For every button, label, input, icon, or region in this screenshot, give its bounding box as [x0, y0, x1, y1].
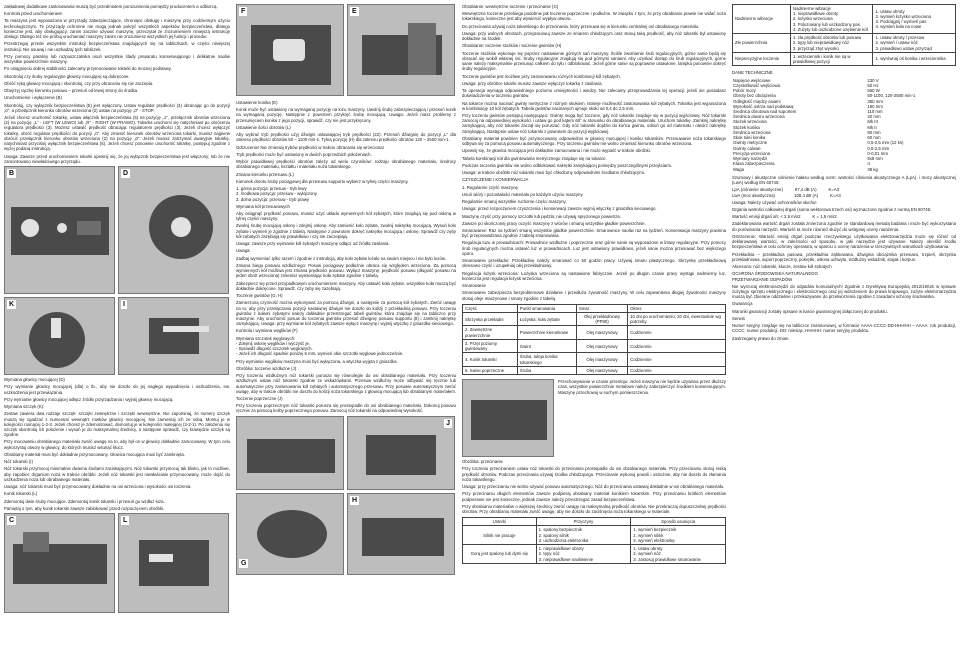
spec-value: Mk III [867, 119, 878, 125]
paragraph: Obrabiany materiał powinien być przymocowany odpowiednio w głowicy mocującej i koniku tokarskim. Przesuwanie noża tokarskiego odbywa się za pomocą posuwu automatycznego. Przy toczeniu gwintów nie wolno zmieniać kierunku obrotów wrzeciona. [462, 135, 726, 147]
paragraph: Uwaga: nóż tokarski musi być przymocowany dokładnie na osi wrzeciona i wysokości osi toczenia. [4, 484, 192, 490]
chuck-center-shape [171, 217, 191, 237]
speed-knob-shape [21, 219, 39, 237]
table-cell: Powierzchnie kierunkowe [517, 326, 576, 339]
photo-row-j [236, 416, 456, 490]
figure-label: G [241, 559, 247, 567]
paragraph: Nóż tokarski (I) [4, 459, 33, 465]
photo-row-1 [4, 166, 230, 294]
spec-value: 0,5-2,5 mm [867, 145, 890, 151]
table-row [733, 34, 956, 53]
paragraph: Jeżeli chcesz uruchomić tokarkę, ustaw włącznik bezpieczeństwa (5) na pozycję „1”, przełącznik obrotów wrzeciona (2) na pozycję „L” - LEFT (W LEWO) lub „R” - RIGHT (W PRAWO). Tokarka uruchomi się natychmiast po obróceniu regulatora prędkości (3). Możesz ustawić prędkość obracając regulatorem prędkości (3). Jeżeli chcesz wyłączyć tokarkę, obróć regulator prędkości do pozycji „0”. Aby zmienić kierunek obrotów wrzeciona tokarki, musisz najpierw obrócić przełącznik kierunku obrotów wrzeciona (2) na pozycję „0”. Jeżeli musisz zatrzymać awaryjnie tokarkę, natychmiast przyciśnij wyłącznik bezpieczeństwa (5). Jeżeli chcesz ponownie uruchomić tokarkę, postępuj zgodnie z wyżej podaną instrukcją. [4, 114, 230, 152]
paragraph: Ta maszyna jest wyposażona w przyrządy zabezpieczające, chroniące obsługę i maszynę przy codziennym użyciu technologicznym. Te przyrządy ochronne nie mogą jednak pokryć wszystkich aspektów bezpieczeństwa, dlatego konieczne jest, aby obsługujący, zanim zacznie używać maszynę, przeczytał ze zrozumieniem niniejszą instrukcję obsługi. Dlatego też nie próbuj uruchamiać maszyny zanim nie zrozumiesz wszystkich jej funkcji i procedur. [4, 18, 230, 40]
paragraph: Wewnętrzne toczenie przebiega podobnie jak toczenie poprzeczne i podłużne. W związku z tym, że przy obrabianiu prawie nie widać noża tokarskiego, konieczne jest aby wywiercić wypływ otworu. [462, 11, 726, 22]
paragraph: Przy wymianie węglików maszyna musi być wyłączona, a wtyczka wyjęta z gniazdka. [236, 358, 398, 364]
jaw-shape [51, 318, 61, 338]
paragraph: Obrabianie: wewnętrzne toczenie i przecinanie (G) [462, 4, 559, 9]
paragraph: Regulacja luzu w prowadnicach: Prowadnice wzdłużne i poprzeczne oraz górne sanie są wyposażone w listwy regulacyjne. Przy pomocy śrub regulacyjnych można ustawić luz w prowadnicach. Luz jest ustawiony prawidłowo, jeżeli sanie można przesuwać bez większego oporu. [462, 240, 726, 256]
paragraph: Do przecinania używaj noża tokarskiego do przecinania, który przesuwa się w kierunku centralnej osi obrabianego materiału. [462, 23, 700, 29]
table-header-row [463, 518, 726, 526]
spec-label: Klasa zabezpieczenia [733, 161, 775, 167]
paragraph: Smarowanie zabezpiecza bezproblemowe działanie i przedłuża żywotność maszyny. W celu zapewnienia długiej żywotności maszyny stosuj oleje maszynowe i smary zgodnie z tabelą. [462, 290, 726, 301]
workpiece-shape [247, 439, 335, 473]
table-cell: Olej maszynowy [576, 339, 627, 352]
table-row [463, 313, 726, 326]
table-header: Część [463, 304, 518, 312]
spec-value: II [867, 161, 870, 167]
paragraph: LwA (moc akustyczna) 108,4 dB (A) K=A3 [732, 192, 841, 198]
table-cell: 3. Przęt poziomy gwintowany [463, 339, 518, 352]
photo-lathe-parting [462, 379, 554, 457]
table-cell: Olej maszynowy [576, 366, 627, 374]
paragraph: Uwaga: przy obróbce tokarki musisz zawsze wyłączyć tokarkę z zasilania. [462, 80, 603, 86]
paragraph: Obróbka: toczenie wzdłużne (J) [236, 365, 297, 371]
table-cell: 2. Zewnętrzne powierzchnie [463, 326, 518, 339]
col1-captions [4, 377, 230, 402]
photo-f-brushes [236, 4, 344, 96]
paragraph: Warunki gwarancji zostały opisane w karcie gwarancyjnej dołączonej do produktu. [732, 308, 888, 314]
table-cell: 1. nieprawidłowe obroty 2. tępy nóż 3. nieprawidłowe naoliwienie [536, 545, 631, 564]
paragraph: Smarowanie przekładni: Przekładnię należy smarować co 50 godzin pracy. Używaj smaru plastycznego. Skrzynkę przekładniową okresowo czyść i uzupełniaj olej przekładniowy. [462, 258, 726, 269]
photo-d-chuck [118, 166, 229, 294]
photo-row-3 [4, 513, 230, 613]
paragraph: Ta operacja wymaga odpowiedniego poziomu umiejętności i wiedzy. Nie zalecamy przeprowadzania tej operacji, jeżeli nie posiadasz doświadczenia w toczeniu gwintów. [462, 88, 726, 99]
section-heading: PRZETWARZANIE ODPADÓW [732, 276, 793, 282]
paragraph: Przy toczeniu gwintów postępuj następująco: Gwinty mogą być toczone, gdy nóż tokarski znajduje się w pozycji wyjściowej. Nóż tokarski zamocuj na odpowiedniej wysokości i ustaw go pod kątem 60° w stosunku do obrabianego materiału. Uruchom tokarkę. Zamknij nakrętkę zamykającą, aby nóż tokarski zaczął się poruszać. Gdy nóż tokarski dojdzie do końca gwintu, odsuń go od materiału i otwórz nakrętkę zamykającą. Następnie ustaw nóż tokarski z powrotem do pozycji wyjściowej. [462, 112, 726, 134]
photo-row-gh [236, 493, 456, 575]
table-cell: Nieprecyzyjne toczenie [733, 52, 791, 65]
table-cell: Silnik nie pracuje [463, 526, 537, 545]
spec-label: Częstotliwość wejściowa [733, 82, 781, 88]
table-cell: 1. wymień bezpiecznik 2. wymień silnik 3. wymień elektronikę [631, 526, 726, 545]
paragraph: Usuń wióry i pozostałości materiału po każdym użyciu maszyny. [462, 191, 584, 197]
paragraph: Regulacja łożysk wrzeciona: Łożyska wrzeciona są nastawione fabrycznie. Jeżeli po długim czasie pracy wystąpi nadmierny luz, konieczna jest regulacja łożysk wrzeciona. [462, 270, 726, 281]
photo-row-2 [4, 297, 230, 375]
spec-label: Skok tulei konika [733, 135, 766, 141]
paragraph: Uwaga: zawsze przy wymianie kół zębatych maszynę odłącz od źródła zasilania. [236, 241, 390, 247]
photo-i-tool-post [118, 297, 229, 375]
spec-label: Średnica wrzeciona [733, 129, 771, 135]
figure-label: H [352, 496, 358, 504]
spec-label: Średnica otworu wrzeciona [733, 114, 785, 120]
figure-label: B [9, 170, 15, 178]
spec-label: Gwinty metryczne [733, 140, 768, 146]
paragraph: Zmiana kierunku przesuwu (L) [236, 171, 294, 177]
paragraph: Obrabianie: toczenie stożków i toczenie gwintów (H) [462, 43, 562, 49]
caption: Przy wymianie głowicy mocującej odłącz źródło przyrządzania i wyjmij głowicę mocującą. [4, 396, 174, 402]
paragraph: Kontrola i wymiana węglików (F) [236, 328, 298, 334]
list-item: 1. Regularnie czyść maszynę. [462, 184, 520, 190]
paragraph: Akcesoria: nóż tokarski, klucze, zestaw kół zębatych [732, 264, 832, 270]
spec-label: Wymiary narzędzi [733, 156, 768, 162]
paragraph: Odrzucenie! Nie zmieniaj trybów prędkości w trakcie obracania się wrzeciona! [236, 144, 384, 150]
column-4 [732, 4, 956, 662]
paragraph: Toczenie poprzeczne (J) [236, 396, 283, 402]
headstock-shape [23, 532, 49, 552]
paragraph: Zmiana biegu posuwu wzdłużnego: Posuw pociągowy podłużnie obraca się względem wrzeciona. Za pomocą wymiennych kół możliwa jest zmiana prędkości posuwu. Wyłącz maszynę: prędkość posuwu (długość posuwu na jeden obrót wrzeciona) zmienisz wymieniając koła zębate zgodnie z tabelą. [236, 262, 456, 279]
list-item: 2. środkowa pozycja: przesuw - wyłączony [236, 191, 317, 197]
paragraph: Przestrzegaj przede wszystkim instrukcji bezpieczeństwa znajdujących się na tabliczkach, w części niniejszej instrukcji. Nie usuwaj i nie uszkadzaj tych tabliczek. [4, 41, 230, 52]
paragraph: Konik może być ustawiony na wymaganą pozycję na łożu maszyny. Uwolnij śrubę zabezpieczającą i przesuń konik na wymaganą pozycję. Następnie z powrotem przykręć śrubę mocującą. Uwaga: Jeżeli masz problemy z przesunięciem konika z jego pozycji, sprawdź, czy nie jest przykręcony. [236, 107, 456, 123]
specs-table [732, 78, 956, 172]
specs-title: DANE TECHNICZNE [732, 70, 773, 76]
table-cell: Skrzynka przekładni [463, 313, 518, 326]
paragraph: Uwaga: przy wolnych obrotach, przepracowuj zawsze ze smarem chłodzącym oraz stosuj taką prędkość, aby nóż tokarski był ustawiony dokładnie na środek. [462, 30, 726, 42]
paragraph: Zdemontuj dwie śruby mocujące. Zdemontuj konik tokarski i przesuń go wzdłuż łoża. [4, 498, 165, 504]
spec-value: 8x8 mm [867, 156, 883, 162]
spec-value: 50-1100, 120-2500 min-1 [867, 93, 916, 99]
column-3 [462, 4, 726, 662]
paragraph: Przy przecinaniu długich elementów zawsze podpieraj obrabiany materiał konikiem tokarskim. Przy przecinaniu krótkich elementów podpieranie nie jest konieczne, jednak zawsze należy przestrzegać zasad bezpieczeństwa. [462, 491, 726, 502]
table-cell: 5. Sanie poprzeczne [463, 366, 518, 374]
paragraph: Ostrzeżenie: Wartość emisji drgań podczas rzeczywistego użytkowania elektronarzędzia może się różnić od deklarowanej wartości, w zależności od sposobu, w jaki narzędzie jest używane. Należy określić środki bezpieczeństwa w celu ochrony operatora, w oparciu o ocenę narażenia w rzeczywistych warunkach użytkowania. [732, 233, 956, 250]
paragraph: Przekładnia – przekładnia pasowa, przekładnia ząbkowana, dźwignia obciążnika przesuwu, trzpień, skrzynka przekładniowa, suport poprzeczny, pokrętło, osłona uchwytu, wzdłużny wskaźnik, stojak i korpus. [732, 251, 956, 262]
paragraph: Na tokarce można nacinać gwinty metryczne z różnym skokiem. Istnieje możliwość zastosowania kół zębatych. Tokarka jest wyposażona w kombinację 10 kół zębatych. Tabela gwintów nacinanych ujmuje skoki od 0,4 do 2,5 mm. [462, 100, 726, 111]
table-cell: 1. wrzeciennik i konik nie są w prawidłowej pozycji [790, 52, 873, 65]
photo-j-turning [236, 416, 344, 490]
list-item: Wymiana szczotek węglowych: [236, 335, 296, 341]
table-cell: Złe powierzchnia [733, 34, 791, 53]
table-cell: Olej maszynowy [576, 353, 627, 366]
table-row [463, 545, 726, 564]
quill-shape [149, 554, 173, 562]
table-row [463, 326, 726, 339]
table-row [463, 366, 726, 374]
col1-intro [4, 4, 230, 164]
compound-slide-shape [362, 518, 444, 556]
paragraph: Obróbka: przecinanie [462, 459, 503, 465]
paragraph: Pamiętaj o tym, aby konik tokarski zawsze zablokować przed rozpoczęciem obróbki. [4, 505, 165, 511]
paragraph: Obróć ręką głowicę mocującą i skontroluj, czy przy obracaniu się nie zaczepia. [4, 80, 154, 86]
section-heading: OCHRONA ŚRODOWISKA NATURALNEGO [732, 271, 818, 277]
spec-label: Średnica obrotowa nad suportem [733, 108, 797, 114]
paragraph: Przy toczeniu poprzecznym nóż tokarski porusza się prostopadle do osi obrabianego materiału. Dokonuj posuwu ręcznie za pomocą korby poprzecznego posuwu. Zamocuj nóż tokarski na odpowiednią wysokość. [236, 403, 456, 414]
table-cell: Nadmierne wibracje [733, 5, 791, 34]
paragraph: Przy obrabianiu materiałów o większej średnicy zwróć uwagę na maksymalną prędkość obrotów. Nie przekraczaj dopuszczalnej prędkości obrotów. Przy obrabianiu materiału zwróć uwagę, aby nie doszło do zaciśnięcia noża tokarskiego w materiale. [462, 503, 726, 514]
list-item: 1. górna pozycja: przesuw - tryb lewy [236, 186, 307, 192]
paragraph: Zamierzoną czynność można wykonywać za pomocą dźwigni, a następnie za pomocą kół zębatych. Zwróć uwagę na to, aby przy przełączaniu pozycji nastawnej dźwigni nie doszło do kolizji z przekładnią posuwu. Przy toczeniu gwintów z kołami zębatymi należy dokładnie przestrzegać tabeli gwintów, która znajduje się na tabliczce przy maszynie. Aby uruchomić posuw do toczenia gwintów przesuń dźwignię posuwu supportu (8) i zamknij nakrętkę zamykającą. Uwaga: przy wymianie kół zębatych zawsze wyłącz maszynę i wyjmij wtyczkę z gniazdka sieciowego. [236, 300, 456, 327]
paragraph: Tryb prędkości może być ustawiony w dwóch poprzednich położeniach. [236, 151, 372, 157]
spec-value: 0-0,01 mm [867, 150, 888, 156]
paragraph: Uwaga: Zawsze przed uruchomieniem tokarki upewnij się, że jej wyłącznik bezpieczeństwa jest włączony; lub że nie zamontowano niewłaściwego przyrządu. [4, 153, 230, 164]
paragraph: Zabezpiecz się przed przypadkowym uruchomieniem maszyny. Aby ustawić koła zębate, wszystkie koła muszą być dokładnie dokręcone. Sprawdź, czy zęby się zazębiają. [236, 280, 456, 291]
column-2 [236, 4, 456, 662]
section-heading: Serwis [732, 315, 745, 321]
figure-label: J [446, 419, 450, 427]
paragraph: Wymiana szczęk (K): [4, 404, 45, 410]
paragraph: Przy toczeniu przecinaniem ustaw nóż tokarski do przecinania prostopadle do osi obrabianego materiału. Przy przecinaniu stosuj niską prędkość obrotów. Podczas przecinania używaj środka chłodzącego. Przecinanie wykonuj powoli i ostrożnie, aby nie doszło do złamania noża tokarskiego. [462, 466, 726, 482]
table-header: Okres [628, 304, 726, 312]
paragraph: Szumowy i akustyczne ciśnienie hałasu według norm: wartości ciśnienia akustycznego A (LpA), i mocy akustycznej (LwA) według EN 60745: [732, 174, 956, 186]
paragraph: Obejrzyj rączkę kierunku posuwu – przesuń od lewej strony do środka. [4, 88, 139, 94]
table-cell: Śruba [517, 366, 576, 374]
spec-label: Stożek konika [733, 124, 760, 130]
table-cell: Łożyska; koła zębate [517, 313, 576, 326]
spec-value: 110 mm [867, 108, 883, 114]
paragraph: Ustawienie konika (E) [236, 100, 278, 105]
paragraph: Kierunek obrotu śruby pociągowej dla przesuwu supportu wybierz w tylnej części maszyny. [236, 178, 409, 184]
paragraph: Zestaw zawiera dwa rodzaje szczęk: szczęki zewnętrzne i szczęki wewnętrzne. Nie zapominaj, że numery szczęk muszą się zgadzać z numerami wewnątrz rowków głowicy mocującej. Nie zamieniaj ich ze sobą. Montuj je w kolejności rosnącej 1-2-3. Jeżeli chcesz je zdemontować, demontuj je w kolejności malejącej (3-2-1). Po założeniu się szczęk skontroluj ich położenie i wysuń je do maksymalnej średnicy, a następnie sprawdź, czy krawędzie szczęk są zgodne. [4, 411, 230, 438]
paragraph: Maszynę czyść przy pomocy szczotki lub pędzla; nie używaj sprężonego powietrza. [462, 213, 621, 219]
paragraph: Uwaga: Należy używać ochronników słuchu! [732, 199, 817, 205]
table-cell: Gwint [517, 339, 576, 352]
paragraph: Upewnij się, że głowica mocująca jest dokładnie zamocowana i nie może wypaść w trakcie obróbki. [462, 148, 651, 154]
carriage-shape [366, 435, 436, 475]
table-cell: 1. ustaw obroty 2. wymień łożysko wrzeciona 3. Podciągnij / wymień pas 4. wymień koła na nowe [873, 5, 956, 34]
paragraph: Wartość emisji drgań ah: < 2,5 m/s2 K = 1,5 m/s2 [732, 214, 837, 220]
spec-value: 38 kg [867, 166, 878, 172]
caption: Wymiana głowicy mocującej (D) [4, 377, 65, 383]
figure-label: I [123, 301, 125, 309]
table-cell: Olej maszynowy [576, 326, 627, 339]
table-cell: Śruba, tuleja konika tokarskiego [517, 353, 576, 366]
spec-value: 550 W [867, 88, 880, 94]
table-cell: 1. zła prędkość obrotów lub posuwu 2. tępy lub nieprawidłowy nóż 3. przyrząd zbyt wysoko [790, 34, 873, 53]
spec-label: Obroty bez obciążenia [733, 93, 776, 99]
tailstock-shape [139, 540, 209, 586]
table-cell: Codziennie [628, 353, 726, 366]
table-row [463, 353, 726, 366]
lubrication-table [462, 304, 726, 375]
spec-label: Odległość między osiami [733, 98, 781, 104]
section-heading: Gwarancja [732, 301, 753, 307]
table-cell: Nadmierne wibracje 1. nieprawidłowe obroty 2. łożysko wrzeciona 3. Poluzowany lub uszkodzony pas. 4. Zużyty lub uszkodzone uzębienie kół [790, 5, 873, 34]
figure-label: L [123, 517, 128, 525]
col2-body-a [236, 100, 456, 414]
paragraph: Konik tokarski (L) [4, 491, 38, 497]
section-heading: CZYSZCZENIE I KONSERWACJA [462, 177, 529, 183]
paragraph: Toczenie stożków wykonuje się poprzez nastawienie górnych sań maszyny. Ściśle zwolnienie śrub regulacyjnych, górne sanie będą się obracać się wokół własnej osi. Śruby regulacyjne znajdują się pod górnymi saniami. Aby uzyskać dostęp do śrub regulacyjnych, górne sanie należy maksymalnie przesunąć całkiem do tyłu i odblokować. Jeżeli górne sanie są poprawnie ustawione, lampka ponownie dokręć śruby regulacyjne. [462, 50, 726, 72]
spec-value: 20 mm [867, 114, 881, 120]
troubleshooting-table [462, 517, 726, 564]
list-item: 3. dolna pozycja: przesuw - tryb prawy [236, 196, 310, 202]
figure-label: D [123, 170, 129, 178]
paragraph: Zadeklarowana wartość drgań została zmierzona zgodnie ze standardową metodą badania i może być wykorzystana do porównania narzędzi. Wartość ta może również służyć do wstępnej oceny narażenia. [732, 221, 956, 232]
paragraph: Przy pomocy paraliny lub rozpuszczalnika usuń wszystkie ślady preparatu konserwującego i delikatnie naoliw wszystkie powierzchnie maszyny. [4, 53, 230, 65]
table-header-row [463, 304, 726, 312]
cover-shape [273, 39, 305, 61]
paragraph: - Jeżeli ich długość spadnie poniżej 6 mm, wymień obie szczotki węglowe jednocześnie. [236, 351, 404, 357]
spec-value: 180 mm [867, 103, 883, 109]
col3-body-c [462, 459, 726, 514]
tool-bit-shape [163, 326, 209, 332]
col1-body2 [4, 404, 230, 511]
spec-value: 80 mm [867, 129, 881, 135]
spec-label: Napięcie wejściowe [733, 77, 771, 83]
paragraph: Kontrola przed uruchomieniem [4, 11, 63, 17]
paragraph: Tabela kombinacji kół dla gwintowania metrycznego znajduje się na tokarce. [462, 155, 607, 161]
table-header: Smar [576, 304, 627, 312]
paragraph: Ustawienie ilości obrotów (L) [236, 124, 291, 130]
figure-label: F [241, 8, 246, 15]
paragraph: Uwaga: przed rozpoczęciem czyszczenia i konserwacji zawsze wyjmij wtyczkę z gniazdka sieciowego. [462, 206, 657, 212]
paragraph: Uruchomienie i wyłączenie (B) [4, 95, 62, 101]
list-item: - Sprawdź długość szczotek węglowych. [236, 346, 313, 352]
paragraph: Zwolnij śrubę mocującą osłony i zdejmij osłonę. Aby zamienić koło zębate, zwolnij nakrętkę mocującą. Wysuń koło zębate i wymień je zgodnie z tabelą. Następnie z powrotem dokręć nakrętkę mocującą i osłonę. Sprawdź czy zęby kół zębatych zazębiają się prawidłowo i czy nie zaczepiają. [236, 223, 456, 239]
chuck-inner-shape [257, 510, 327, 558]
table-cell: 1. ustaw obroty 2. wymień nóż 3. zastosuj prawidłowe smarowanie [631, 545, 726, 564]
photo-c-lathe-side [4, 513, 115, 613]
list-item: - Zdejmij osłonę węglików i wyczyść je. [236, 340, 311, 346]
paragraph: zakładowej dodatkowe zastosowania muszą być przedmiotem porozumienia pomiędzy producentem a odbiorcą. [4, 4, 218, 9]
table-row [733, 5, 956, 34]
section-heading: Smarowanie [462, 283, 486, 289]
table-cell: 10 dni po uruchomieniu; 20 dni, ewentualnie wg potrzeby [628, 313, 726, 326]
caption: Przy wymianie głowicy mocującej (dla) o tb., aby nie doszło do jej nagłego wypadnięcia i uszkodzenia, ew. uszkodzenia jest przewiązania. [4, 384, 230, 395]
col4-body [732, 175, 956, 341]
paragraph: Po osiągnięciu dobrej stabilności zalecamy przymocowanie tokarki do mocnej podstawy. [4, 66, 172, 72]
paragraph: Zadbaj wymieniać tylko razem i zgodnie z instrukcją, aby koło zębate leżało na swoim miejscu i nie było luzów. [236, 255, 446, 261]
table-row [463, 339, 726, 352]
table-cell: 1. wyrównaj oś konika i wrzeciennika [873, 52, 956, 65]
spec-value: 350 mm [867, 98, 883, 104]
paragraph: Nóż tokarski przymocuj minimalnie dwiema śrubami zaciskającymi. Nóż tokarski przymocuj tak blisko, jak to możliwe, aby zapobiec drganiom noża w trakcie obróbki. Jeżeli nóż tokarski jest niewłaściwie przymocowany, może dojść do uszkodzenia noża lub obrabianego materiału. [4, 466, 230, 482]
paragraph: Skontroluj czy śruby regulacyjne głowicy mocującej są dokręcone. [4, 73, 130, 79]
figure-label: E [352, 8, 357, 15]
photo-g-inner-turning [236, 493, 344, 575]
table-cell: Codziennie [628, 339, 726, 352]
paragraph: Przy toczeniu wzdłużnym nóż tokarski porusza się równolegle do osi obrabianego materiału. Przy toczeniu wzdłużnym ustaw nóż tokarski zgodnie ze wskazówkami. Przesuw wzdłużny może odbywać się ręcznie lub automatycznie przy zastosowaniu kół zębatych i automatycznego przesuwu. Przy posuwie automatycznym zwróć uwagę, aby w trakcie obróbki nie doszło do kolizji noża tokarskiego z głowicą mocującą lub obrabianym materiałem. [236, 373, 456, 394]
table-row [463, 526, 726, 545]
paragraph: LpA (ciśnienie akustyczne) 97,4 dB (A) K=A3 [732, 187, 840, 193]
table-cell: Olej przekładniowy (PP80) [576, 313, 627, 326]
photo-j-cross [347, 416, 455, 490]
paragraph: Aby wybrać tryb prędkości użyj dźwigni ustawiającej tryb prędkości (22). Przesuń dźwignię do pozycji „L” dla zakresu prędkości obrotów 50 – 1100 min-1. Tylną pozycję (H) dla zakresu prędkości obrotów 120 – 2500 min-1. [236, 132, 456, 143]
photo-row-fe [236, 4, 456, 96]
spec-value: 50 Hz [867, 82, 879, 88]
paragraph: Podczas toczenia gwintów nie wolno odblokować nakrętki zamykającej pomiędzy poszczególnymi przejściami. [462, 162, 672, 168]
photo-b-control-panel [4, 166, 115, 294]
table-header: Usterki [463, 518, 537, 526]
paragraph: Przechowywanie w czasie przestoju: Jeżeli maszyna nie będzie używana przez dłuższy czas, wszystkie powierzchnie metalowe należy zabezpieczyć środkiem konserwującym. Maszynę przechowuj w suchym pomieszczeniu. [558, 379, 726, 395]
paragraph: Uwaga: w trakcie obróbki nóż tokarski musi być chłodzony odpowiednimi środkami chłodzącymi. [462, 170, 645, 176]
table-row [733, 52, 956, 65]
photo-h-taper [347, 493, 455, 575]
button-shape [77, 221, 101, 235]
paragraph: Regularnie smaruj wszystkie ruchome części maszyny. [462, 199, 567, 205]
paragraph: Wymiana kół przesuwowych [236, 203, 290, 209]
figure-label: K [9, 301, 15, 309]
table-row [732, 167, 956, 172]
handwheel-shape [408, 23, 436, 75]
spec-label: Stożek wrzeciona [733, 119, 767, 125]
spec-value: 60 mm [867, 135, 881, 141]
spec-label: Precyzja wrzeciona [733, 150, 771, 156]
paragraph: Toczenie gwintów (G, H) [236, 293, 283, 299]
spec-value: 0,5-2,5 mm (12 ks) [867, 140, 904, 146]
paragraph: Smarowanie: Raz na tydzień smaruj wszystkie gładkie powierzchnie. Smarownice naoliw raz na tydzień. Konserwacja maszyny powinna być przeprowadzana zgodnie z tabelą smarowania. [462, 227, 726, 239]
table-cell: 1. spalony bezpiecznik 2. spalony silnik 3. uszkodzona elektronika [536, 526, 631, 545]
spec-label: Gwinty calowe [733, 145, 761, 151]
table-cell: Gorą jest spalony lub dymi się [463, 545, 537, 564]
paragraph: Uwaga: przy przecinaniu nie wolno używać posuwu automatycznego. Nóż do przecinania ustawiaj dokładnie w osi obrabianego materiału. [462, 484, 725, 490]
paragraph: Drgania wartości całkowitej drgań (suma wektorowa trzech osi) wyznaczone zgodnie z normą EN 60745: [732, 206, 932, 212]
table-cell: Codziennie [628, 366, 726, 374]
troubleshooting-table-continued [732, 4, 956, 66]
figure-label: C [9, 517, 15, 525]
paragraph: Uwaga: [236, 248, 251, 254]
paragraph: Aby osiągnąć prędkość posuwu, musisz użyć układu wymiennych kół zębatych, które znajdują się pod osłoną w tylnej części maszyny. [236, 210, 456, 222]
table-cell: Codziennie [628, 326, 726, 339]
spec-value: Mk II [867, 124, 877, 130]
col3-body-b [558, 379, 726, 457]
paragraph: Nie wyrzucaj elektronarzędzi do odpadów komunalnych! Zgodnie z Dyrektywą Europejską 2012/19/UE w sprawie zużytego sprzętu elektrycznego i elektronicznego oraz jej wdrożeniem do prawa krajowego, zużyte elektronarzędzia muszą być zbierane oddzielnie i przekazywane do przetworzenia zgodnie z zasadami ochrony środowiska. [732, 283, 956, 300]
table-cell: 4. Konik tokarski [463, 353, 518, 366]
paragraph: Zawsze po skończonej pracy oczyść maszynę z wiórów i smaruj wszystkie gładkie powierzchnie. [462, 220, 646, 226]
photo-e-tailstock-set [347, 4, 455, 96]
table-header: Sposób usunięcia [631, 518, 726, 526]
column-1 [4, 4, 230, 662]
table-cell: 1. ustaw obroty / przesuw 2. wymień / ustaw nóż 3. prawidłowo ustaw przyrząd [873, 34, 956, 53]
paragraph: Skontroluj, czy wyłącznik bezpieczeństwa (5) jest wyłączony. Ustaw regulator prędkości (3) obracając go do pozycji „0”, a przełącznik kierunku obrotów wrzeciona (2) ustaw na pozycję „0” - STOP. [4, 102, 230, 113]
col3-photo-and-text [462, 379, 726, 457]
table-header: Przyczyny [536, 518, 631, 526]
spec-label: Waga [733, 166, 745, 172]
paragraph: Zastrzegamy prawo do zmian. [732, 335, 790, 341]
photo-l-tailstock [118, 513, 229, 613]
lathe-shape [471, 400, 547, 440]
spec-label: Pobór mocy [733, 88, 756, 94]
spec-value: 230 V [867, 77, 879, 83]
tool-post-shape [149, 318, 199, 354]
paragraph: Toczenie gwintów jest możliwe przy zastosowaniu różnych kombinacji kół zębatych. [462, 73, 621, 79]
paragraph: Wybór prawidłowej prędkości obrotów zależy od wielu czynników: rodzaju obrabianego materiału, średnicy obrabianego materiału, kształtu i materiału noża tokarskiego. [236, 159, 456, 170]
photo-k-jaws [4, 297, 115, 375]
spec-label: Wysokość ostrza nad podstawą [733, 103, 794, 109]
table-header: Punkt smarowania [517, 304, 576, 312]
col3-body-a [462, 4, 726, 301]
paragraph: Obrabiany materiał musi być dokładnie przymocowany. Głowica mocująca musi być zamknięta. [4, 451, 185, 457]
paragraph: Przy mocowaniu obrabianego materiału zwróć uwagę na to, aby był on w głowicy dokładnie zamocowany. W tym celu wykorzystuj otwory w głowicy, do których musisz wsunąć klucz. [4, 439, 230, 450]
paragraph: Numer seryjny znajduje się na tabliczce znamionowej, w formacie AAAA-CCCC-DD-HHHHH – AAAA: rok produkcji, CCCC: numer produkcji, DD: miesiąc, HHHHH: numer seryjny produktu. [732, 323, 956, 334]
